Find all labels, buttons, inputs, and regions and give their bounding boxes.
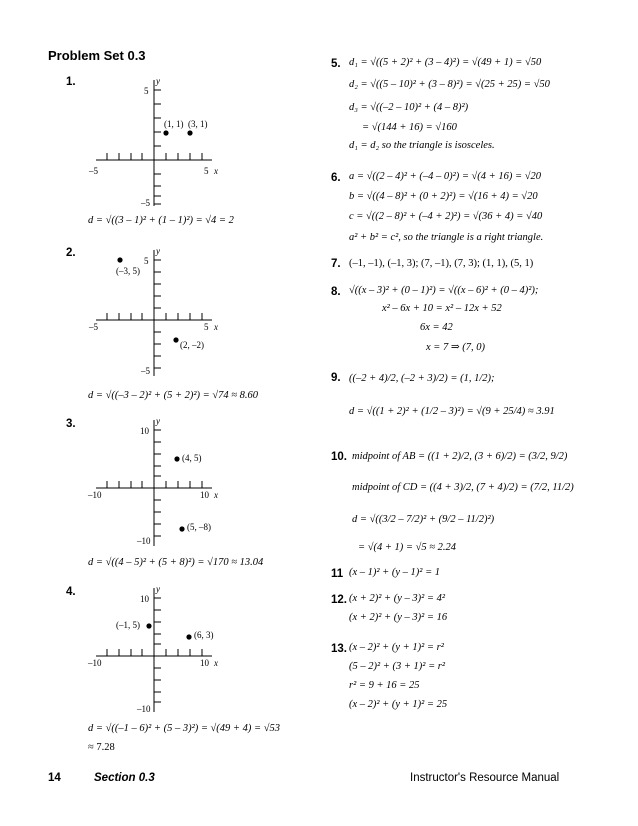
answer-line: d = √((4 – 5)² + (5 + 8)²) = √170 ≈ 13.04 — [88, 557, 264, 568]
solution-line: (–1, –1), (–1, 3); (7, –1), (7, 3); (1, 1), (5, 1) — [349, 258, 534, 269]
solution-line: d = √((1 + 2)² + (1/2 – 3)²) = √(9 + 25/4) ≈ 3.91 — [349, 406, 555, 417]
solution-line: (x + 2)² + (y – 3)² = 16 — [349, 612, 448, 623]
solution-line: b = √((4 – 8)² + (0 + 2)²) = √(16 + 4) = √20 — [349, 191, 538, 202]
problem-number: 6. — [331, 172, 341, 184]
y-bottom-label: –10 — [137, 536, 151, 546]
graph-1 — [86, 74, 226, 210]
solution-line: (x – 2)² + (y + 1)² = 25 — [349, 699, 448, 710]
graph-4 — [86, 584, 226, 716]
problem-number: 7. — [331, 258, 341, 270]
point-label: (–3, 5) — [116, 266, 140, 276]
x-left-label: –5 — [89, 166, 98, 176]
solution-line: c = √((2 – 8)² + (–4 + 2)²) = √(36 + 4) = √40 — [349, 211, 543, 222]
graph-2 — [86, 246, 226, 384]
x-right-label: 5 — [204, 322, 209, 332]
problem-number: 10. — [331, 451, 347, 463]
x-axis-label: x — [214, 322, 218, 332]
solution-line: (x – 2)² + (y + 1)² = r² — [349, 642, 444, 653]
solution-line: d₂ = √((5 – 10)² + (3 – 8)²) = √(25 + 25) = √50 — [349, 79, 550, 90]
y-top-label: 5 — [144, 86, 149, 96]
x-right-label: 10 — [200, 490, 209, 500]
solution-line: ((–2 + 4)/2, (–2 + 3)/2) = (1, 1/2); — [349, 373, 495, 384]
y-top-label: 10 — [140, 594, 149, 604]
problem-number: 8. — [331, 286, 341, 298]
y-bottom-label: –5 — [141, 366, 150, 376]
solution-line: midpoint of CD = ((4 + 3)/2, (7 + 4)/2) = (7/2, 11/2) — [352, 482, 574, 493]
solution-line: (x – 1)² + (y – 1)² = 1 — [349, 567, 441, 578]
x-axis-label: x — [214, 490, 218, 500]
problem-number: 3. — [66, 418, 76, 430]
page-number: 14 — [48, 772, 61, 784]
solution-line: (x + 2)² + (y – 3)² = 4² — [349, 593, 446, 604]
y-axis-label: y — [156, 246, 160, 256]
point-marker — [174, 456, 179, 461]
solution-line: d = √((3/2 – 7/2)² + (9/2 – 11/2)²) — [352, 514, 495, 525]
manual-title: Instructor's Resource Manual — [410, 772, 560, 784]
solution-line: √((x – 3)² + (0 – 1)²) = √((x – 6)² + (0 – 4)²); — [349, 285, 539, 296]
solution-line: a² + b² = c², so the triangle is a right triangle. — [349, 232, 544, 243]
x-left-label: –5 — [89, 322, 98, 332]
problem-number: 1. — [66, 76, 76, 88]
solution-line: x = 7 ⇒ (7, 0) — [426, 342, 486, 353]
problem-number: 12. — [331, 594, 347, 606]
page-title: Problem Set 0.3 — [48, 48, 146, 63]
point-label: (–1, 5) — [116, 620, 140, 630]
point-label: (6, 3) — [194, 630, 214, 640]
point-label: (5, –8) — [187, 522, 211, 532]
point-label: (4, 5) — [182, 453, 202, 463]
answer-line: d = √((–3 – 2)² + (5 + 2)²) = √74 ≈ 8.60 — [88, 390, 259, 401]
point-marker — [173, 337, 178, 342]
solution-line: d₁ = √((5 + 2)² + (3 – 4)²) = √(49 + 1) = √50 — [349, 57, 542, 68]
y-axis-label: y — [156, 76, 160, 86]
point-label: (2, –2) — [180, 340, 204, 350]
solution-line: d₃ = √((–2 – 10)² + (4 – 8)²) — [349, 102, 469, 113]
answer-line: d = √((3 – 1)² + (1 – 1)²) = √4 = 2 — [88, 215, 234, 226]
problem-number: 4. — [66, 586, 76, 598]
solution-line: = √(144 + 16) = √160 — [362, 122, 457, 133]
solution-line: 6x = 42 — [420, 322, 453, 333]
point-marker — [117, 257, 122, 262]
point-marker — [146, 623, 151, 628]
point-marker — [163, 130, 168, 135]
problem-number: 9. — [331, 372, 341, 384]
problem-number: 5. — [331, 58, 341, 70]
problem-number: 13. — [331, 643, 347, 655]
y-bottom-label: –10 — [137, 704, 151, 714]
solution-line: d₁ = d₂ so the triangle is isosceles. — [349, 140, 495, 151]
point-marker — [186, 634, 191, 639]
solution-line: midpoint of AB = ((1 + 2)/2, (3 + 6)/2) = (3/2, 9/2) — [352, 451, 568, 462]
x-axis-label: x — [214, 166, 218, 176]
problem-number: 2. — [66, 247, 76, 259]
x-right-label: 10 — [200, 658, 209, 668]
y-axis-label: y — [156, 584, 160, 594]
y-top-label: 5 — [144, 256, 149, 266]
x-axis-label: x — [214, 658, 218, 668]
solution-line: a = √((2 – 4)² + (–4 – 0)²) = √(4 + 16) = √20 — [349, 171, 541, 182]
point-marker — [187, 130, 192, 135]
solution-line: = √(4 + 1) = √5 ≈ 2.24 — [358, 542, 457, 553]
x-left-label: –10 — [88, 658, 102, 668]
solution-line: r² = 9 + 16 = 25 — [349, 680, 420, 691]
x-right-label: 5 — [204, 166, 209, 176]
problem-number: 11 — [331, 568, 344, 580]
answer-line: d = √((–1 – 6)² + (5 – 3)²) = √(49 + 4) = √53 — [88, 723, 280, 734]
y-top-label: 10 — [140, 426, 149, 436]
point-label: (3, 1) — [188, 119, 208, 129]
y-bottom-label: –5 — [141, 198, 150, 208]
graph-3 — [86, 416, 226, 550]
section-label: Section 0.3 — [94, 772, 155, 784]
solution-line: x² – 6x + 10 = x² – 12x + 52 — [382, 303, 502, 314]
point-label: (1, 1) — [164, 119, 184, 129]
answer-line: ≈ 7.28 — [88, 742, 115, 753]
solution-line: (5 – 2)² + (3 + 1)² = r² — [349, 661, 446, 672]
y-axis-label: y — [156, 416, 160, 426]
point-marker — [179, 526, 184, 531]
x-left-label: –10 — [88, 490, 102, 500]
